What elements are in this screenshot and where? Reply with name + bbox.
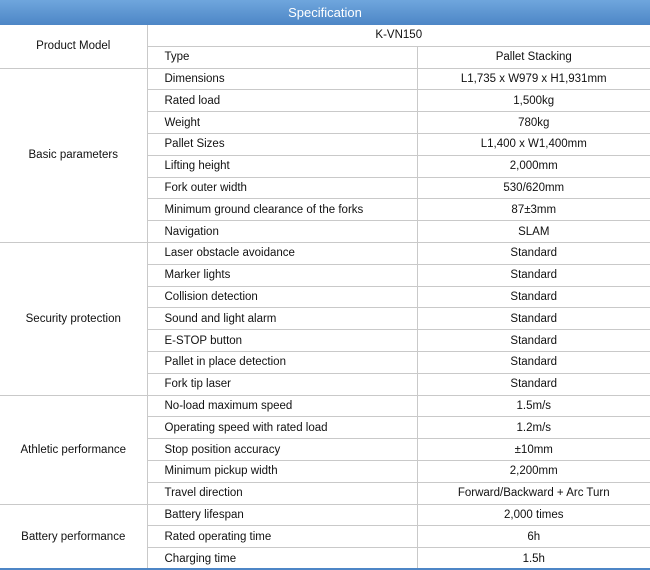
param-name: Pallet Sizes [147,133,417,155]
param-name: Rated load [147,90,417,112]
param-value: Standard [417,286,650,308]
param-name: Type [147,46,417,68]
param-value: Standard [417,242,650,264]
param-value: Forward/Backward + Arc Turn [417,482,650,504]
param-name: Laser obstacle avoidance [147,242,417,264]
param-value: 1.2m/s [417,417,650,439]
param-value: 6h [417,526,650,548]
param-value: 1,500kg [417,90,650,112]
product-model-label: Product Model [0,25,147,68]
param-value: Standard [417,264,650,286]
param-value: L1,735 x W979 x H1,931mm [417,68,650,90]
spec-title: Specification [0,0,650,25]
param-name: Marker lights [147,264,417,286]
param-name: Rated operating time [147,526,417,548]
param-value: 1.5h [417,548,650,570]
param-value: ±10mm [417,439,650,461]
param-value: SLAM [417,221,650,243]
param-name: Charging time [147,548,417,570]
param-value: Standard [417,351,650,373]
param-name: Sound and light alarm [147,308,417,330]
param-value: Standard [417,308,650,330]
param-name: Lifting height [147,155,417,177]
param-name: Minimum pickup width [147,460,417,482]
param-name: Minimum ground clearance of the forks [147,199,417,221]
param-value: 87±3mm [417,199,650,221]
param-name: No-load maximum speed [147,395,417,417]
table-row [0,395,650,417]
param-name: Dimensions [147,68,417,90]
product-model-value: K-VN150 [147,25,650,46]
param-value: 780kg [417,112,650,134]
param-name: Operating speed with rated load [147,417,417,439]
table-row [0,68,650,90]
table-row [0,25,650,46]
param-value: 2,000 times [417,504,650,526]
param-name: Navigation [147,221,417,243]
param-name: Battery lifespan [147,504,417,526]
param-value: 530/620mm [417,177,650,199]
group-label: Basic parameters [0,68,147,242]
param-value: 1.5m/s [417,395,650,417]
param-value: L1,400 x W1,400mm [417,133,650,155]
param-value: 2,000mm [417,155,650,177]
param-name: Pallet in place detection [147,351,417,373]
param-value: Standard [417,330,650,352]
param-value: Pallet Stacking [417,46,650,68]
spec-table [0,25,650,570]
param-value: 2,200mm [417,460,650,482]
param-name: E-STOP button [147,330,417,352]
param-name: Fork outer width [147,177,417,199]
group-label: Security protection [0,242,147,395]
param-name: Stop position accuracy [147,439,417,461]
param-name: Collision detection [147,286,417,308]
table-row [0,504,650,526]
param-value: Standard [417,373,650,395]
group-label: Battery performance [0,504,147,569]
param-name: Travel direction [147,482,417,504]
param-name: Fork tip laser [147,373,417,395]
group-label: Athletic performance [0,395,147,504]
param-name: Weight [147,112,417,134]
table-row [0,242,650,264]
